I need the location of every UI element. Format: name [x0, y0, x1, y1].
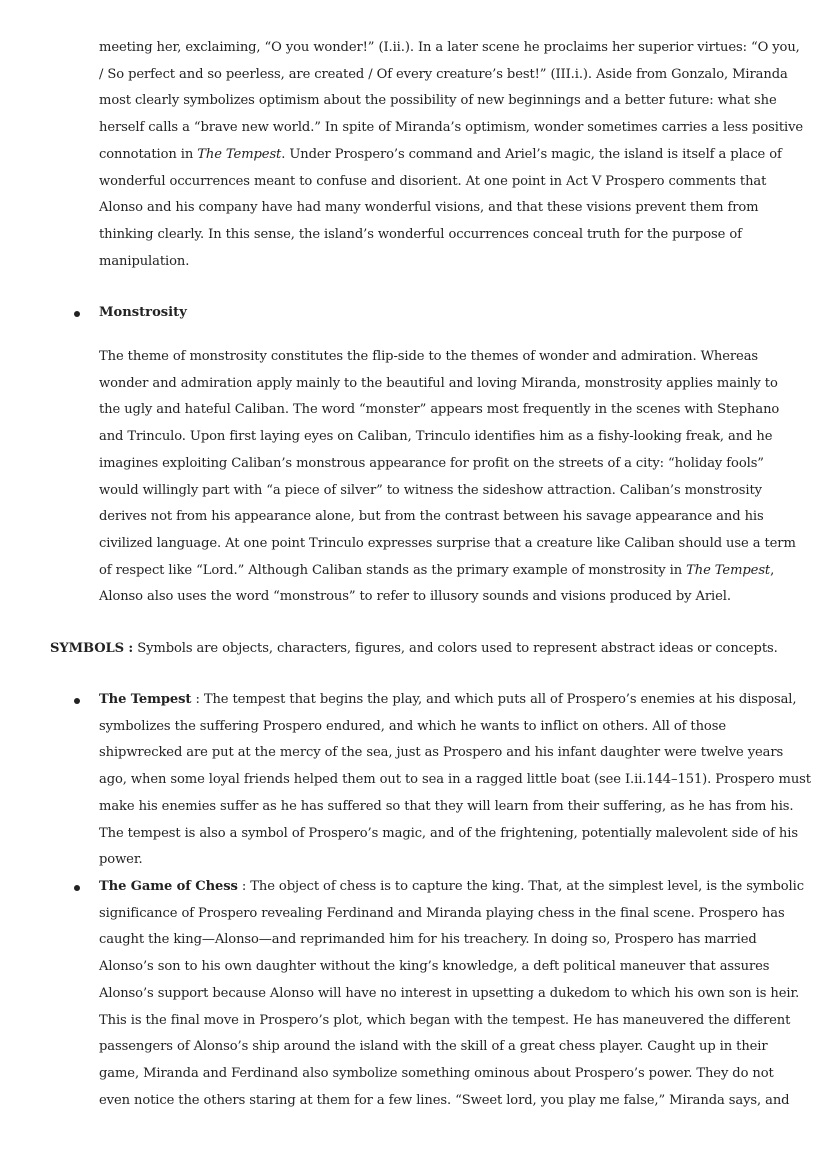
text-line: meeting her, exclaiming, “O you wonder!” (I.ii.). In a later scene he proclaims her superior virtues: “O you, [99, 40, 800, 55]
text-line: Alonso and his company have had many wonderful visions, and that these visions prevent them from [99, 200, 759, 216]
text-line: game, Miranda and Ferdinand also symbolize something ominous about Prospero’s power. They do not [99, 1065, 774, 1081]
text-line: Alonso also uses the word “monstrous” to refer to illusory sounds and visions produced by Ariel. [99, 589, 731, 605]
text-line: imagines exploiting Caliban’s monstrous appearance for profit on the streets of a city: “holiday fools” [99, 455, 764, 471]
text-line: / So perfect and so peerless, are created / Of every creature’s best!” (III.i.). Aside from Gonzalo, Miranda [99, 66, 788, 82]
text-line: derives not from his appearance alone, but from the contrast between his savage appearance and his [99, 509, 764, 525]
text-line: shipwrecked are put at the mercy of the sea, just as Prospero and his infant daughter were twelve years [99, 745, 784, 761]
text-line: make his enemies suffer as he has suffered so that they will learn from their suffering, as he has from his. [99, 798, 794, 814]
text-line: civilized language. At one point Trinculo expresses surprise that a creature like Caliban should use a term [99, 535, 796, 551]
bullet-dot [74, 311, 80, 317]
text-line: ago, when some loyal friends helped them out to sea in a ragged little boat (see I.ii.144–151). Prospero must [99, 772, 811, 788]
text-line: passengers of Alonso’s ship around the island with the skill of a great chess player. Caught up in their [99, 1039, 768, 1055]
text-line: Alonso’s support because Alonso will have no interest in upsetting a dukedom to which his own son is heir. [99, 985, 800, 1001]
play-title: The Tempest [686, 562, 771, 578]
play-title: The Tempest [197, 146, 282, 162]
text-line: most clearly symbolizes optimism about the possibility of new beginnings and a better future: what she [99, 93, 777, 109]
text-segment: of respect like “Lord.” Although Caliban stands as the primary example of monstrosity in [99, 562, 687, 578]
text-line: The tempest is also a symbol of Prospero’s magic, and of the frightening, potentially malevolent side of his [99, 825, 798, 841]
symbols-label: SYMBOLS : [50, 641, 134, 656]
bullet-dot [74, 885, 80, 891]
text-line: Alonso’s son to his own daughter without the king’s knowledge, a deft political maneuver that assures [99, 959, 770, 975]
text-line: herself calls a “brave new world.” In spite of Miranda’s optimism, wonder sometimes carries a less positive [99, 120, 804, 136]
monstrosity-heading: Monstrosity [99, 305, 187, 320]
symbol-title: The Game of Chess [99, 879, 238, 894]
symbol-title: The Tempest [99, 692, 192, 707]
text-line: would willingly part with “a piece of silver” to witness the sideshow attraction. Caliban’s monstrosity [99, 482, 762, 498]
text-line: significance of Prospero revealing Ferdinand and Miranda playing chess in the final scene. Prospero has [99, 905, 785, 921]
text-line: The theme of monstrosity constitutes the flip-side to the themes of wonder and admiration. Whereas [99, 349, 759, 364]
text-line: even notice the others staring at them for a few lines. “Sweet lord, you play me false,” Miranda says, and [99, 1092, 790, 1108]
text-line: thinking clearly. In this sense, the island’s wonderful occurrences conceal truth for the purpose of [99, 226, 742, 242]
text-line: wonder and admiration apply mainly to the beautiful and loving Miranda, monstrosity applies mainly to [99, 375, 778, 391]
bullet-dot [74, 698, 80, 704]
text-line: This is the final move in Prospero’s plot, which began with the tempest. He has maneuvered the different [99, 1012, 791, 1028]
symbols-intro [50, 636, 778, 663]
text-segment: . Under Prospero’s command and Ariel’s magic, the island is itself a place of [281, 146, 782, 162]
text-segment: , [770, 562, 775, 578]
text-segment: : The tempest that begins the play, and which puts all of Prospero’s enemies at his disposal, [191, 692, 797, 707]
text-line: manipulation. [99, 253, 190, 269]
symbol-chess-paragraph [99, 874, 804, 1114]
text-line: caught the king—Alonso—and reprimanded him for his treachery. In doing so, Prospero has married [99, 932, 757, 948]
text-segment: : The object of chess is to capture the king. That, at the simplest level, is the symbolic [237, 879, 804, 894]
text-line: power. [99, 852, 143, 868]
text-segment: connotation in [99, 146, 198, 162]
text-line [99, 874, 804, 901]
text-line: wonderful occurrences meant to confuse and disorient. At one point in Act V Prospero comments that [99, 173, 767, 189]
text-line: symbolizes the suffering Prospero endured, and which he wants to inflict on others. All of those [99, 718, 726, 734]
text-line [99, 142, 789, 169]
symbol-tempest-paragraph [99, 687, 811, 874]
wonder-paragraph [99, 35, 804, 275]
text-line [99, 687, 797, 714]
text-line: the ugly and hateful Caliban. The word “monster” appears most frequently in the scenes with Stephano [99, 402, 780, 418]
monstrosity-paragraph [99, 344, 796, 611]
text-line: and Trinculo. Upon first laying eyes on Caliban, Trinculo identifies him as a fishy-looking freak, and he [99, 429, 773, 445]
text-line [99, 558, 789, 585]
symbols-definition: Symbols are objects, characters, figures, and colors used to represent abstract ideas or concepts. [133, 641, 778, 656]
